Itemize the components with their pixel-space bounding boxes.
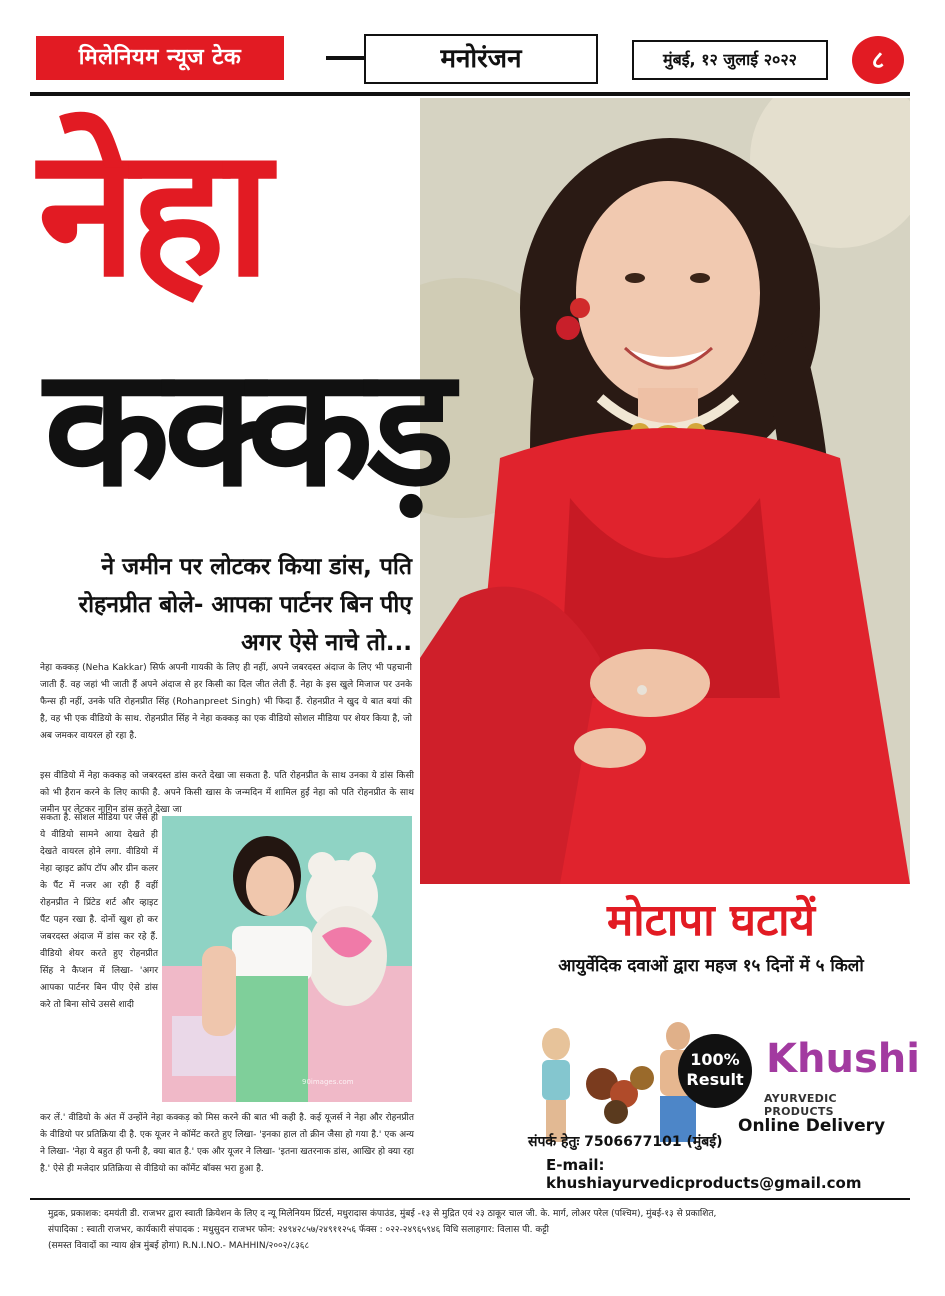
article-paragraph-4: कर लें.' वीडियो के अंत में उन्होंने नेहा कक्कड़ को मिस करने की बात भी कही है. कई यूजर्स ने नेहा और रोहनप्रीत के वीडियो पर प्रतिक्रिया दी है. एक यूजर ने कॉमेंट करते हुए लिखा- 'इनका हाल तो क्रीन जैसा हो गया है.' एक अन्य ने लिखा- 'नेहा ये बहुत ही फनी है, क्या बात है.' एक और यूजर ने लिखा- 'इतना खतरनाक डांस, आखिर हो क्या रहा है.' ऐसे ही मजेदार प्रतिक्रिया से वीडियो का कॉमेंट बॉक्स भरा हुआ है. [40,1113,414,1174]
inset-photo [162,816,412,1102]
header-rule [30,92,910,96]
result-badge [678,1034,752,1108]
inset-photo-illustration [162,816,412,1102]
newspaper-brand: मिलेनियम न्यूज टेक [36,36,284,80]
footer-rule [30,1198,910,1200]
result-badge-label: Result [686,1070,744,1089]
brand-tagline: AYURVEDIC PRODUCTS [764,1092,837,1118]
headline-name-last: कक्कड़ [44,332,450,523]
article-paragraph-1: नेहा कक्कड़ (Neha Kakkar) सिर्फ अपनी गायकी के लिए ही नहीं, अपने जबरदस्त अंदाज के लिए भी पहचानी जाती हैं. वह जहां भी जाती हैं अपने अंदाज से हर किसी का दिल जीत लेती हैं. नेहा के इस खुले मिजाज पर उनके फैन्स ही नहीं, उनके पति रोहनप्रीत सिंह (Rohanpreet Singh) भी फिदा हैं. रोहनप्रीत ने खुद ये बात बयां की है, वह भी एक वीडियो के साथ. रोहनप्रीत सिंह ने नेहा कक्कड़ का एक वीडियो सोशल मीडिया पर शेयर किया है, जो अब जमकर वायरल हो रहा है. [40,663,412,741]
article-paragraph-3: सकता है. सोशल मीडिया पर जैसे ही ये वीडियो सामने आया देखते ही देखते वायरल होने लगा. वीडियो में नेहा व्हाइट क्रॉप टॉप और ग्रीन कलर के पैंट में नजर आ रही हैं वहीं रोहनप्रीत ने प्रिंटेड शर्ट और व्हाइट पैंट पहन रखा है. दोनों खुश हो कर जबरदस्त अंदाज में डांस कर रहे हैं. वीडियो शेयर करते हुए रोहनप्रीत सिंह ने कैप्शन में लिखा- 'अगर आपका पार्टनर बिन पीए ऐसे डांस करे तो बिना सोचे उससे शादी [40,813,158,1010]
ad-email [546,1156,906,1192]
brand-logo: Khushi [766,1036,920,1082]
contact-number[interactable]: 7506677101 (मुंबई) [584,1134,723,1150]
article-subheading: ने जमीन पर लोटकर किया डांस, पति रोहनप्रीत बोले- आपका पार्टनर बिन पीए अगर ऐसे नाचे तो... [78,554,412,656]
imprint-line-3: (समस्त विवादों का न्याय क्षेत्र मुंबई होगा) R.N.I.NO.- MAHHIN/२००२/८३६८ [48,1241,310,1251]
page-number-badge: ८ [852,36,904,84]
imprint [48,1206,910,1254]
inset-watermark: 90images.com [302,1078,354,1086]
ad-subtitle: आयुर्वेदिक दवाओं द्वारा महज १५ दिनों में ५ किलो [558,956,864,976]
ayurvedic-ad [512,884,920,1192]
article-paragraph-2: इस वीडियो में नेहा कक्कड़ को जबरदस्त डांस करते देखा जा सकता है. पति रोहनप्रीत के साथ उनका ये डांस किसी को भी हैरान करने के लिए काफी है. अपने किसी खास के जन्मदिन में शामिल हुईं नेहा को पति रोहनप्रीत के साथ जमीन पर लेटकर नागिन डांस करते देखा जा [40,771,414,815]
online-delivery-label: Online Delivery [738,1116,886,1136]
headline-name-first: नेहा [38,109,266,316]
contact-label: संपर्क हेतुः [528,1134,580,1150]
ad-title: मोटापा घटायें [606,895,816,946]
result-badge-percent: 100% [690,1050,740,1069]
edition-date: मुंबई, १२ जुलाई २०२२ [632,40,828,80]
email-address[interactable]: khushiayurvedicproducts@gmail.com [546,1174,862,1192]
email-label: E-mail: [546,1156,605,1174]
section-label: मनोरंजन [364,34,598,84]
imprint-line-2: संपादिका : स्वाती राजभर, कार्यकारी संपादक : मधुसुदन राजभर फोन: २४९४२८५७/२४९११२५६ फॅक्स : ०२२-२४९६५९४६ विधि सलाहगार: विलास पी. कट्टी [48,1225,549,1235]
imprint-line-1: मुद्रक, प्रकाशक: दमयंती डी. राजभर द्वारा स्वाती क्रियेशन के लिए द न्यू मिलेनियम प्रिंटर्स, मधुरादास कंपाउंड, मुंबई -१३ से मुद्रित एवं २३ ठाकूर चाल जी. के. मार्ग, लोअर परेल (पश्चिम), मुंबई-१३ से प्रकाशित, [48,1209,717,1219]
ad-contact [528,1132,828,1151]
